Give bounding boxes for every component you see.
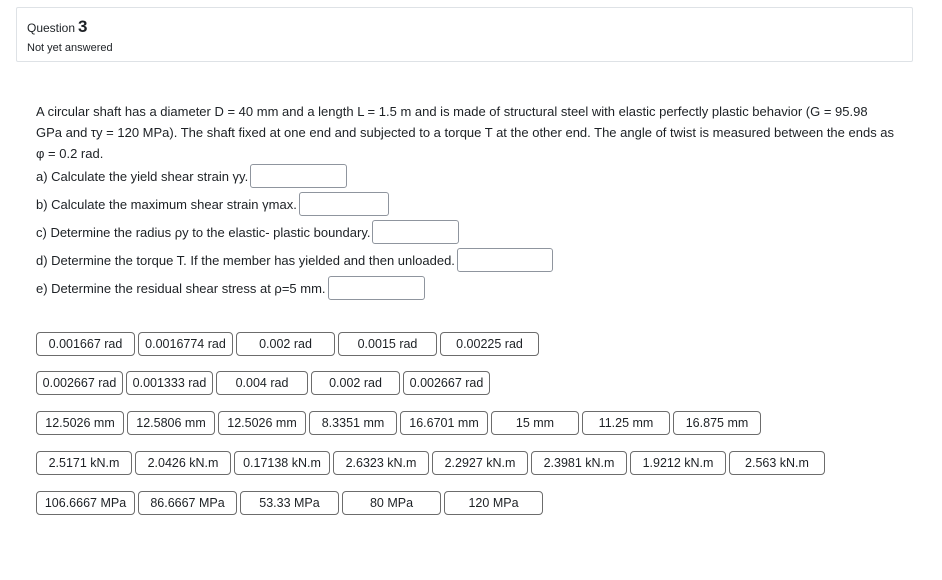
choice-chip[interactable]: 0.0015 rad — [338, 332, 437, 356]
part-b-label: b) Calculate the maximum shear strain γmax. — [36, 196, 297, 212]
choice-group-3 — [36, 411, 764, 435]
question-info-box — [16, 7, 913, 62]
choice-chip[interactable]: 11.25 mm — [582, 411, 670, 435]
drop-zone-d[interactable] — [457, 248, 553, 272]
choice-chip[interactable]: 8.3351 mm — [309, 411, 397, 435]
choice-chip[interactable]: 12.5026 mm — [218, 411, 306, 435]
question-state: Not yet answered — [27, 42, 113, 54]
choice-chip[interactable]: 0.002 rad — [311, 371, 400, 395]
choice-chip[interactable]: 12.5026 mm — [36, 411, 124, 435]
choice-chip[interactable]: 120 MPa — [444, 491, 543, 515]
part-c-label: c) Determine the radius ρy to the elastic- plastic boundary. — [36, 224, 371, 240]
choice-chip[interactable]: 0.001667 rad — [36, 332, 135, 356]
choice-group-2 — [36, 371, 493, 395]
choice-chip[interactable]: 0.002667 rad — [403, 371, 490, 395]
choice-chip[interactable]: 2.563 kN.m — [729, 451, 825, 475]
part-d — [36, 248, 553, 272]
question-label: Question 3 — [27, 17, 88, 36]
choice-chip[interactable]: 0.00225 rad — [440, 332, 539, 356]
choice-chip[interactable]: 2.6323 kN.m — [333, 451, 429, 475]
part-a — [36, 164, 347, 188]
choice-chip[interactable]: 0.001333 rad — [126, 371, 213, 395]
question-number: 3 — [78, 17, 88, 36]
choice-chip[interactable]: 16.6701 mm — [400, 411, 488, 435]
choice-chip[interactable]: 2.3981 kN.m — [531, 451, 627, 475]
choice-chip[interactable]: 2.2927 kN.m — [432, 451, 528, 475]
part-e — [36, 276, 425, 300]
choice-chip[interactable]: 0.004 rad — [216, 371, 308, 395]
choice-group-5 — [36, 491, 546, 515]
choice-chip[interactable]: 0.0016774 rad — [138, 332, 233, 356]
drop-zone-c[interactable] — [372, 220, 459, 244]
choice-chip[interactable]: 16.875 mm — [673, 411, 761, 435]
choice-chip[interactable]: 1.9212 kN.m — [630, 451, 726, 475]
choice-chip[interactable]: 2.0426 kN.m — [135, 451, 231, 475]
choice-chip[interactable]: 80 MPa — [342, 491, 441, 515]
part-c — [36, 220, 459, 244]
choice-chip[interactable]: 0.17138 kN.m — [234, 451, 330, 475]
choice-chip[interactable]: 0.002 rad — [236, 332, 335, 356]
choice-chip[interactable]: 2.5171 kN.m — [36, 451, 132, 475]
choice-chip[interactable]: 86.6667 MPa — [138, 491, 237, 515]
drop-zone-a[interactable] — [250, 164, 347, 188]
choice-chip[interactable]: 12.5806 mm — [127, 411, 215, 435]
drop-zone-e[interactable] — [328, 276, 425, 300]
drop-zone-b[interactable] — [299, 192, 389, 216]
part-a-label: a) Calculate the yield shear strain γy. — [36, 168, 249, 184]
choice-chip[interactable]: 15 mm — [491, 411, 579, 435]
choice-chip[interactable]: 106.6667 MPa — [36, 491, 135, 515]
part-d-label: d) Determine the torque T. If the member has yielded and then unloaded. — [36, 252, 455, 268]
question-text: A circular shaft has a diameter D = 40 mm and a length L = 1.5 m and is made of structural steel with elastic perfectly plastic behavior (G = 95.98 GPa and τy = 120 MPa). The shaft fixed at one end and subjected to a torque T at the other end. The angle of twist is measured between the ends as φ = 0.2 rad. — [36, 104, 895, 161]
choice-group-4 — [36, 451, 828, 475]
part-b — [36, 192, 389, 216]
choice-chip[interactable]: 53.33 MPa — [240, 491, 339, 515]
choice-group-1 — [36, 332, 542, 356]
part-e-label: e) Determine the residual shear stress at ρ=5 mm. — [36, 280, 326, 296]
choice-chip[interactable]: 0.002667 rad — [36, 371, 123, 395]
